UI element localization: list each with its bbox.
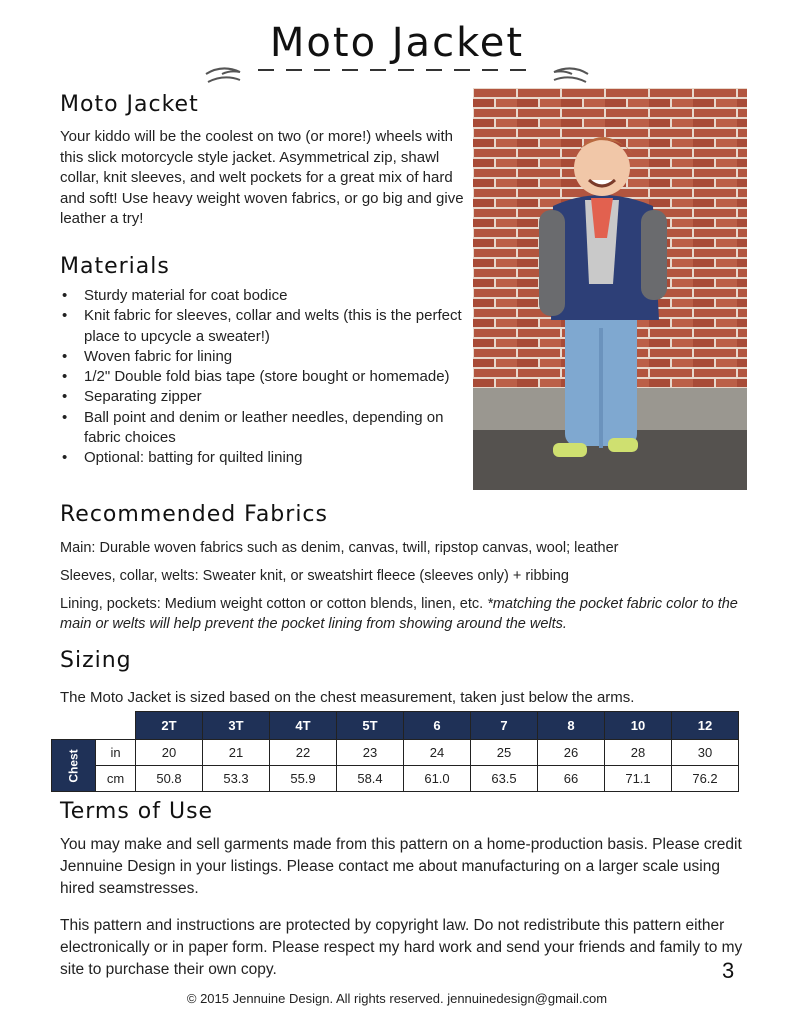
list-item: • Optional: batting for quilted lining [60,448,470,468]
table-cell: 21 [203,740,270,766]
table-cell: 61.0 [404,766,471,792]
list-item: • 1/2" Double fold bias tape (store bought or homemade) [60,367,470,387]
list-item: • Sturdy material for coat bodice [60,286,470,306]
materials-list [60,286,470,469]
product-photo [473,88,747,490]
sizing-heading: Sizing [60,648,132,673]
terms-paragraph-2: This pattern and instructions are protected by copyright law. Do not redistribute this pattern either electronically or in paper form. Please respect my hard work and send your friends and family to my site to purchase their own copy. [60,917,743,978]
table-cell: 20 [136,740,203,766]
size-header-cell: 12 [672,712,739,740]
table-cell: 63.5 [471,766,538,792]
table-row [52,740,739,766]
table-cell: 66 [538,766,605,792]
size-header-cell: 8 [538,712,605,740]
materials-heading: Materials [60,254,170,279]
terms-paragraph-1: You may make and sell garments made from this pattern on a home-production basis. Please credit Jennuine Design in your listings. Please contact me about manufacturing on a larger scale using hired seamstresses. [60,836,742,897]
boy-in-jacket-photo [473,88,747,490]
table-cell: 23 [337,740,404,766]
chest-row-label [52,740,96,792]
table-cell: 22 [270,740,337,766]
size-header-cell: 7 [471,712,538,740]
sizing-intro: The Moto Jacket is sized based on the chest measurement, taken just below the arms. [60,689,635,706]
list-item: • Ball point and denim or leather needles, depending on fabric choices [60,408,470,449]
title-underline-decoration [200,60,594,90]
size-header-cell: 6 [404,712,471,740]
list-item: • Woven fabric for lining [60,347,470,367]
table-cell: 28 [605,740,672,766]
size-header-cell: 10 [605,712,672,740]
title-banner [0,14,794,84]
table-cell: 71.1 [605,766,672,792]
size-header-cell: 3T [203,712,270,740]
size-chart-table [51,711,739,792]
page-number: 3 [722,958,735,983]
table-cell: 26 [538,740,605,766]
fabric-main: Main: Durable woven fabrics such as denim, canvas, twill, ripstop canvas, wool; leather [60,540,619,556]
fabrics-heading: Recommended Fabrics [60,502,328,527]
table-cell: 24 [404,740,471,766]
size-header-cell: 4T [270,712,337,740]
table-cell: 25 [471,740,538,766]
table-corner [52,712,136,740]
intro-heading: Moto Jacket [60,92,199,117]
unit-cell: in [96,740,136,766]
fabric-sleeves: Sleeves, collar, welts: Sweater knit, or sweatshirt fleece (sleeves only) + ribbing [60,568,569,584]
table-cell: 55.9 [270,766,337,792]
table-row [52,766,739,792]
table-cell: 76.2 [672,766,739,792]
fabric-lining [60,594,750,634]
chest-label-text: Chest [66,748,81,783]
list-item: • Separating zipper [60,387,470,407]
size-header-row [52,712,739,740]
fabric-lining-note: *matching the pocket fabric color to the main or welts will help prevent the pocket lining from showing around the welts. [60,596,738,632]
unit-cell: cm [96,766,136,792]
list-item: • Knit fabric for sleeves, collar and welts (this is the perfect place to upcycle a sweater!) [60,306,470,347]
table-cell: 30 [672,740,739,766]
fabric-lining-text: Lining, pockets: Medium weight cotton or cotton blends, linen, etc. [60,596,488,612]
table-cell: 50.8 [136,766,203,792]
table-cell: 53.3 [203,766,270,792]
size-header-cell: 5T [337,712,404,740]
size-header-cell: 2T [136,712,203,740]
intro-text: Your kiddo will be the coolest on two (or more!) wheels with this slick motorcycle style jacket. Asymmetrical zip, shawl collar, knit sleeves, and welt pockets for a great mix of hard and soft! Use heavy weight woven fabrics, or go big and give leather a try! [60,128,464,227]
table-cell: 58.4 [337,766,404,792]
page-title: Moto Jacket [269,20,525,66]
terms-heading: Terms of Use [60,799,214,824]
footer-copyright: © 2015 Jennuine Design. All rights reserved. jennuinedesign@gmail.com [186,991,608,1006]
